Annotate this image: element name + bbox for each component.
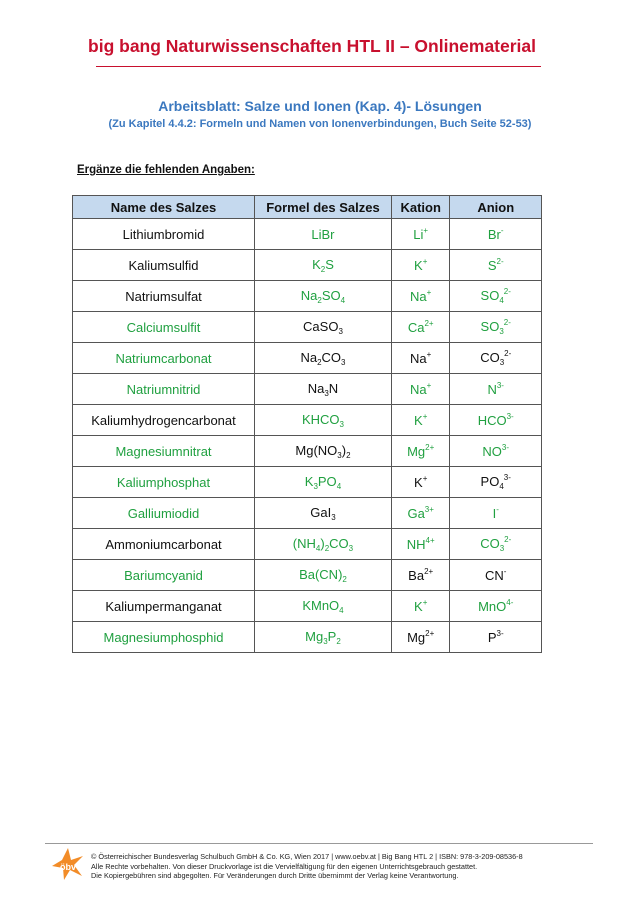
header-divider bbox=[96, 66, 541, 67]
cell-formel: $K_3PO_4$ bbox=[255, 467, 392, 498]
table-row bbox=[73, 312, 542, 343]
table-row bbox=[73, 529, 542, 560]
instruction-text: Ergänze die fehlenden Angaben: bbox=[77, 164, 255, 176]
cell-kation: $Ba^{2+}$ bbox=[391, 560, 450, 591]
cell-formel: LiBr bbox=[255, 219, 392, 250]
cell-formel: $Mg(NO_3)_2$ bbox=[255, 436, 392, 467]
cell-name: Calciumsulfit bbox=[73, 312, 255, 343]
footer-line-3: Die Kopiergebühren sind abgegolten. Für Veränderungen durch Dritte übernimmt der Verlag keine Verantwortung. bbox=[91, 871, 459, 880]
table-row bbox=[73, 436, 542, 467]
cell-anion: MnO$^{4-}$ bbox=[450, 591, 542, 622]
cell-kation: Li+ bbox=[391, 219, 450, 250]
table-row bbox=[73, 591, 542, 622]
cell-kation: Na+ bbox=[391, 343, 450, 374]
cell-name: Magnesiumnitrat bbox=[73, 436, 255, 467]
cell-formel: CaSO$_3$ bbox=[255, 312, 392, 343]
header-anion: Anion bbox=[450, 196, 542, 219]
header-title bbox=[76, 36, 536, 57]
cell-name: Kaliumsulfid bbox=[73, 250, 255, 281]
cell-kation: K+ bbox=[391, 467, 450, 498]
cell-anion: I- bbox=[450, 498, 542, 529]
cell-anion: Br- bbox=[450, 219, 542, 250]
cell-kation: $NH^{4+}$ bbox=[391, 529, 450, 560]
page-header bbox=[76, 36, 536, 57]
cell-anion: $PO_4^{3-}$ bbox=[450, 467, 542, 498]
cell-kation: $Mg^{2+}$ bbox=[391, 622, 450, 653]
cell-name: Natriumsulfat bbox=[73, 281, 255, 312]
cell-kation: $Mg^{2+}$ bbox=[391, 436, 450, 467]
cell-anion: $CO_3^{2-}$ bbox=[450, 343, 542, 374]
cell-anion: $SO_3^{2-}$ bbox=[450, 312, 542, 343]
cell-formel: $Na_3N$ bbox=[255, 374, 392, 405]
cell-anion: $N^{3-}$ bbox=[450, 374, 542, 405]
table-row bbox=[73, 498, 542, 529]
cell-kation: Na+ bbox=[391, 374, 450, 405]
cell-kation: K+ bbox=[391, 250, 450, 281]
cell-name: Galliumiodid bbox=[73, 498, 255, 529]
cell-formel: $Ba(CN)_2$ bbox=[255, 560, 392, 591]
worksheet-title: Arbeitsblatt: Salze und Ionen (Kap. 4)- Lösungen bbox=[158, 98, 482, 114]
footer-divider bbox=[45, 843, 593, 844]
cell-name: Magnesiumphosphid bbox=[73, 622, 255, 653]
cell-kation: K+ bbox=[391, 591, 450, 622]
cell-name: Natriumnitrid bbox=[73, 374, 255, 405]
table-row bbox=[73, 343, 542, 374]
worksheet-subtitle: (Zu Kapitel 4.4.2: Formeln und Namen von Ionenverbindungen, Buch Seite 52-53) bbox=[108, 118, 532, 130]
oebv-star-icon bbox=[50, 846, 86, 882]
salts-table bbox=[72, 195, 542, 653]
table-row bbox=[73, 467, 542, 498]
table-row bbox=[73, 374, 542, 405]
cell-formel: GaI$_3$ bbox=[255, 498, 392, 529]
cell-formel: $Mg_3P_2$ bbox=[255, 622, 392, 653]
cell-anion: $P^{3-}$ bbox=[450, 622, 542, 653]
footer-line-2: Alle Rechte vorbehalten. Von dieser Druckvorlage ist die Vervielfältigung für den eigenen Unterrichtsgebrauch gestattet. bbox=[91, 861, 478, 871]
table-row bbox=[73, 219, 542, 250]
cell-anion: $S^{2-}$ bbox=[450, 250, 542, 281]
cell-kation: Na+ bbox=[391, 281, 450, 312]
cell-anion: $HCO^{3-}$ bbox=[450, 405, 542, 436]
cell-name: Kaliumphosphat bbox=[73, 467, 255, 498]
table-header-row bbox=[73, 196, 542, 219]
cell-formel: $Na_2SO_4$ bbox=[255, 281, 392, 312]
cell-formel: $KHCO_3$ bbox=[255, 405, 392, 436]
cell-formel: KMnO$_4$ bbox=[255, 591, 392, 622]
cell-name: Natriumcarbonat bbox=[73, 343, 255, 374]
cell-kation: K+ bbox=[391, 405, 450, 436]
header-formel: Formel des Salzes bbox=[255, 196, 392, 219]
cell-formel: $(NH_4)_2CO_3$ bbox=[255, 529, 392, 560]
table-row bbox=[73, 405, 542, 436]
table-row bbox=[73, 560, 542, 591]
cell-anion: $NO^{3-}$ bbox=[450, 436, 542, 467]
cell-formel: $K_2S$ bbox=[255, 250, 392, 281]
cell-kation: $Ga^{3+}$ bbox=[391, 498, 450, 529]
cell-name: Lithiumbromid bbox=[73, 219, 255, 250]
cell-name: Bariumcyanid bbox=[73, 560, 255, 591]
cell-anion: $SO_4^{2-}$ bbox=[450, 281, 542, 312]
table-row bbox=[73, 281, 542, 312]
cell-name: Ammoniumcarbonat bbox=[73, 529, 255, 560]
header-name: Name des Salzes bbox=[73, 196, 255, 219]
cell-anion: $CO_3^{2-}$ bbox=[450, 529, 542, 560]
table-row bbox=[73, 250, 542, 281]
cell-kation: $Ca^{2+}$ bbox=[391, 312, 450, 343]
footer-line-1: © Österreichischer Bundesverlag Schulbuch GmbH & Co. KG, Wien 2017 | www.oebv.at | Big Bang HTL 2 | ISBN: 978-3-209-08536-8 bbox=[91, 852, 523, 861]
cell-formel: $Na_2CO_3$ bbox=[255, 343, 392, 374]
cell-anion: CN- bbox=[450, 560, 542, 591]
table-row bbox=[73, 622, 542, 653]
header-kation: Kation bbox=[391, 196, 450, 219]
cell-name: Kaliumpermanganat bbox=[73, 591, 255, 622]
publisher-logo bbox=[50, 846, 86, 887]
footer-copyright bbox=[91, 852, 523, 881]
header-title-text: big bang Naturwissenschaften HTL II – Onlinematerial bbox=[88, 36, 536, 56]
cell-name: Kaliumhydrogencarbonat bbox=[73, 405, 255, 436]
logo-text: öbv bbox=[59, 862, 77, 872]
